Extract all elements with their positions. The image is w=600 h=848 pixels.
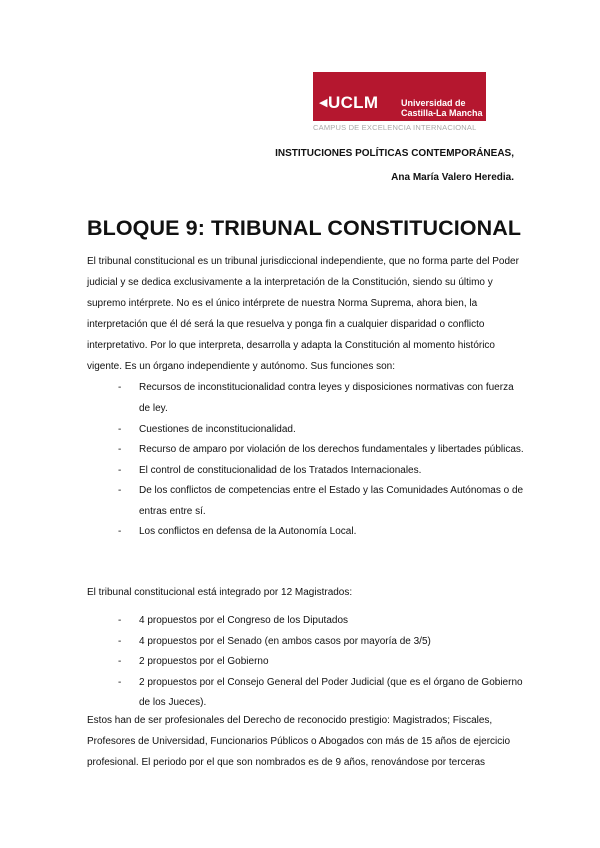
logo-university-name [401, 98, 485, 118]
list-item [0, 378, 600, 419]
logo-university-line1: Universidad de [401, 98, 466, 108]
list-item-text: 4 propuestos por el Congreso de los Diputados [139, 615, 349, 626]
list-bullet: - [118, 526, 122, 537]
list-bullet: - [118, 423, 122, 435]
list-bullet: - [118, 615, 122, 626]
list-item [0, 420, 600, 441]
list-item [0, 611, 600, 632]
list-bullet: - [118, 444, 122, 455]
list-item-text: 4 propuestos por el Senado (en ambos casos por mayoría de 3/5) [139, 635, 431, 647]
list-item-text: Los conflictos en defensa de la Autonomía Local. [139, 526, 357, 537]
list-bullet: - [118, 676, 122, 688]
list-bullet: - [118, 485, 122, 496]
list-bullet: - [118, 656, 122, 667]
list-item [0, 440, 600, 461]
list-item [0, 461, 600, 482]
list-item-text: Cuestiones de inconstitucionalidad. [139, 423, 296, 435]
list-item [0, 673, 600, 714]
composition-intro: El tribunal constitucional está integrado por 12 Magistrados: [87, 587, 353, 598]
list-item [0, 632, 600, 653]
functions-list [0, 378, 600, 543]
logo-acronym: UCLM [328, 93, 379, 112]
list-bullet: - [118, 382, 122, 393]
uclm-logo [313, 72, 486, 133]
list-item-text: 2 propuestos por el Gobierno [139, 656, 269, 667]
logo-triangle-icon: ◀ [319, 97, 328, 109]
members-list [0, 611, 600, 714]
list-item [0, 522, 600, 543]
author-name: Ana María Valero Heredia. [391, 172, 514, 183]
page-title: BLOQUE 9: TRIBUNAL CONSTITUCIONAL [87, 216, 522, 240]
logo-red-panel [313, 72, 486, 121]
logo-university-line2: Castilla-La Mancha [401, 108, 483, 118]
closing-paragraph: Estos han de ser profesionales del Derecho de reconocido prestigio: Magistrados; Fiscales, Profesores de Universidad, Funcionarios Públicos o Abogados con más de 15 años de ejercicio profesional. El periodo por el que son nombrados es de 9 años, renovándose por terceras [87, 715, 511, 768]
list-item-text: Recursos de inconstitucionalidad contra leyes y disposiciones normativas con fuerza de ley. [139, 382, 514, 414]
list-item-text: Recurso de amparo por violación de los derechos fundamentales y libertades públicas. [139, 444, 524, 455]
list-item [0, 652, 600, 673]
course-name: INSTITUCIONES POLÍTICAS CONTEMPORÁNEAS, [275, 148, 514, 159]
list-item-text: El control de constitucionalidad de los Tratados Internacionales. [139, 464, 422, 476]
list-bullet: - [118, 464, 122, 476]
list-item [0, 481, 600, 522]
list-item-text: De los conflictos de competencias entre el Estado y las Comunidades Autónomas o de entras entre sí. [139, 485, 524, 517]
logo-campus-text: CAMPUS DE EXCELENCIA INTERNACIONAL [313, 123, 477, 132]
intro-paragraph: El tribunal constitucional es un tribunal jurisdiccional independiente, que no forma parte del Poder judicial y se dedica exclusivamente a la interpretación de la Constitución, siendo su último y supremo intérprete. No es el único intérprete de nuestra Norma Suprema, ahora bien, la interpretación que él dé será la que resuelva y ponga fin a cualquier disparidad o conflicto interpretativo. Por lo que interpreta, desarrolla y adapta la Constitución al momento histórico vigente. Es un órgano independiente y autónomo. Sus funciones son: [87, 256, 519, 372]
list-bullet: - [118, 635, 122, 647]
list-item-text: 2 propuestos por el Consejo General del Poder Judicial (que es el órgano de Gobierno de los Jueces). [139, 676, 523, 708]
